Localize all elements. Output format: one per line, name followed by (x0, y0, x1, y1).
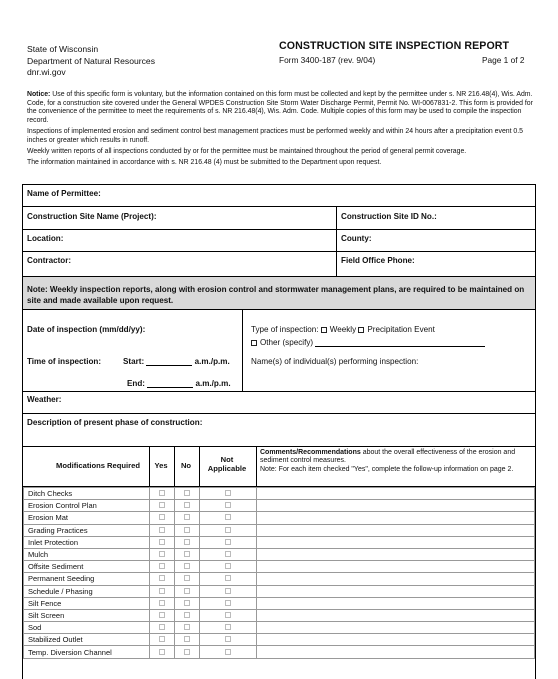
no-cell (175, 548, 200, 560)
na-checkbox[interactable] (225, 575, 231, 581)
modifications-table (23, 487, 535, 659)
no-cell (175, 585, 200, 597)
no-checkbox[interactable] (184, 612, 190, 618)
yes-cell (150, 488, 175, 500)
notice-section (27, 91, 533, 170)
comment-cell[interactable] (257, 512, 535, 524)
no-checkbox[interactable] (184, 514, 190, 520)
no-checkbox[interactable] (184, 624, 190, 630)
yes-checkbox[interactable] (159, 624, 165, 630)
no-cell (175, 500, 200, 512)
comment-cell[interactable] (257, 585, 535, 597)
yes-cell (150, 512, 175, 524)
weather-row[interactable] (23, 392, 535, 414)
table-row (24, 524, 535, 536)
column-divider (336, 207, 337, 277)
na-cell (200, 585, 257, 597)
no-cell (175, 646, 200, 658)
agency-department: Department of Natural Resources (27, 55, 156, 66)
na-checkbox[interactable] (225, 539, 231, 545)
comments-header-text: about the overall effectiveness of the erosion and sediment control measures. (260, 449, 516, 465)
na-cell (200, 524, 257, 536)
end-label: End: (127, 379, 145, 388)
comment-cell[interactable] (257, 609, 535, 621)
agency-block (27, 44, 155, 79)
table-row (24, 646, 535, 658)
no-checkbox[interactable] (184, 502, 190, 508)
inspection-requirement-text: Inspections of implemented erosion and sediment control best management practices must be performed weekly and within 24 hours after a precipitation event 0.5 inches or greater which results in runoff. (27, 127, 524, 144)
comment-cell[interactable] (257, 646, 535, 658)
na-checkbox[interactable] (225, 612, 231, 618)
yes-cell (150, 597, 175, 609)
submission-text: The information maintained in accordance with s. NR 216.48 (4) must be submitted to the Department upon request. (27, 158, 382, 166)
modification-item: Silt Fence (24, 597, 150, 609)
na-cell (200, 646, 257, 658)
na-checkbox[interactable] (225, 600, 231, 606)
site-name-row[interactable] (23, 207, 535, 230)
col-yes: Yes (154, 461, 168, 470)
modification-item: Silt Screen (24, 609, 150, 621)
notice-label: Notice: (27, 91, 51, 98)
yes-checkbox[interactable] (159, 612, 165, 618)
na-checkbox[interactable] (225, 551, 231, 557)
yes-checkbox[interactable] (159, 527, 165, 533)
phase-row[interactable] (23, 414, 535, 447)
comment-cell[interactable] (257, 500, 535, 512)
no-checkbox[interactable] (184, 551, 190, 557)
weekly-label: Weekly (329, 325, 357, 334)
modification-item: Permanent Seeding (24, 573, 150, 585)
modification-item: Mulch (24, 548, 150, 560)
time-label: Time of inspection: (27, 357, 102, 366)
location-row[interactable] (23, 230, 535, 252)
inspector-names-label: Name(s) of individual(s) performing inspection: (251, 357, 419, 366)
modification-item: Erosion Mat (24, 512, 150, 524)
yes-checkbox[interactable] (159, 551, 165, 557)
na-checkbox[interactable] (225, 624, 231, 630)
modification-item: Stabilized Outlet (24, 634, 150, 646)
modification-item: Erosion Control Plan (24, 500, 150, 512)
yes-checkbox[interactable] (159, 539, 165, 545)
no-checkbox[interactable] (184, 563, 190, 569)
na-checkbox[interactable] (225, 649, 231, 655)
end-blank[interactable] (147, 380, 193, 388)
yes-cell (150, 561, 175, 573)
no-cell (175, 609, 200, 621)
start-ampm: a.m./p.m. (194, 357, 230, 366)
contractor-label: Contractor: (27, 256, 72, 265)
na-checkbox[interactable] (225, 490, 231, 496)
yes-checkbox[interactable] (159, 563, 165, 569)
modification-item: Offsite Sediment (24, 561, 150, 573)
site-name-label: Construction Site Name (Project): (27, 212, 157, 221)
comment-cell[interactable] (257, 536, 535, 548)
start-label: Start: (123, 357, 145, 366)
na-cell (200, 488, 257, 500)
inspection-form (22, 184, 536, 679)
comment-cell[interactable] (257, 622, 535, 634)
header-divider (174, 447, 175, 487)
county-label: County: (341, 234, 372, 243)
page-title: CONSTRUCTION SITE INSPECTION REPORT (279, 40, 510, 52)
comment-cell[interactable] (257, 573, 535, 585)
no-cell (175, 536, 200, 548)
modification-item: Sod (24, 622, 150, 634)
phase-label: Description of present phase of construction: (27, 418, 203, 427)
na-cell (200, 609, 257, 621)
other-type-group (251, 338, 485, 347)
comment-cell[interactable] (257, 597, 535, 609)
yes-cell (150, 585, 175, 597)
field-phone-label: Field Office Phone: (341, 256, 415, 265)
modification-item: Inlet Protection (24, 536, 150, 548)
yes-checkbox[interactable] (159, 575, 165, 581)
table-row (24, 561, 535, 573)
note-banner (23, 277, 535, 310)
end-ampm: a.m./p.m. (195, 379, 231, 388)
na-cell (200, 561, 257, 573)
no-cell (175, 488, 200, 500)
notice-text: Use of this specific form is voluntary, but the information contained on this form must be collected and kept by the permittee under s. NR 216.48(4), Wis. Adm. Code, for a construction site covered under the General WPDES Construction Site Storm Water Discharge Permit, Permit No. WI-0067831-2. This form is provided for the convenience of the permittee to meet the requirements of s. NR 216.48(4), Wis. Adm. Code. Multiple copies of this form may be used to compile the inspection record. (27, 91, 533, 124)
no-cell (175, 622, 200, 634)
modifications-table-header (23, 447, 535, 487)
location-label: Location: (27, 234, 64, 243)
yes-cell (150, 609, 175, 621)
comments-note: Note: For each item checked "Yes", complete the follow-up information on page 2. (260, 465, 514, 473)
start-blank[interactable] (146, 358, 192, 366)
yes-checkbox[interactable] (159, 514, 165, 520)
yes-cell (150, 634, 175, 646)
yes-checkbox[interactable] (159, 588, 165, 594)
col-not-applicable: Not Applicable (207, 455, 247, 473)
no-cell (175, 597, 200, 609)
yes-cell (150, 646, 175, 658)
na-cell (200, 622, 257, 634)
yes-cell (150, 622, 175, 634)
na-cell (200, 573, 257, 585)
details-divider (242, 310, 243, 392)
na-cell (200, 548, 257, 560)
precip-checkbox[interactable] (358, 327, 364, 333)
yes-checkbox[interactable] (159, 649, 165, 655)
na-checkbox[interactable] (225, 502, 231, 508)
na-cell (200, 536, 257, 548)
table-row (24, 500, 535, 512)
col-modifications: Modifications Required (56, 461, 140, 470)
modification-item: Ditch Checks (24, 488, 150, 500)
other-label: Other (specify) (260, 338, 314, 347)
table-row (24, 488, 535, 500)
no-checkbox[interactable] (184, 588, 190, 594)
modification-item: Temp. Diversion Channel (24, 646, 150, 658)
comment-cell[interactable] (257, 488, 535, 500)
yes-checkbox[interactable] (159, 490, 165, 496)
page-number: Page 1 of 2 (482, 55, 525, 65)
table-row (24, 585, 535, 597)
no-checkbox[interactable] (184, 490, 190, 496)
modification-item: Schedule / Phasing (24, 585, 150, 597)
yes-cell (150, 500, 175, 512)
comments-header-bold: Comments/Recommendations (260, 449, 361, 456)
start-time-field[interactable] (123, 357, 230, 366)
yes-checkbox[interactable] (159, 502, 165, 508)
agency-website: dnr.wi.gov (27, 67, 66, 77)
table-row (24, 597, 535, 609)
yes-checkbox[interactable] (159, 636, 165, 642)
inspection-type-group (251, 325, 435, 334)
no-checkbox[interactable] (184, 600, 190, 606)
notice-paragraph (27, 91, 533, 125)
table-row (24, 609, 535, 621)
contractor-row[interactable] (23, 252, 535, 277)
no-cell (175, 561, 200, 573)
comments-header (260, 449, 532, 474)
na-checkbox[interactable] (225, 588, 231, 594)
na-cell (200, 500, 257, 512)
date-label: Date of inspection (mm/dd/yy): (27, 325, 146, 334)
comment-cell[interactable] (257, 561, 535, 573)
weekly-checkbox[interactable] (321, 327, 327, 333)
other-blank[interactable] (315, 339, 485, 347)
agency-state: State of Wisconsin (27, 44, 99, 54)
note-text: Note: Weekly inspection reports, along with erosion control and stormwater management plans, are required to be maintained on site and made available upon request. (27, 285, 525, 305)
no-checkbox[interactable] (184, 539, 190, 545)
table-row (24, 622, 535, 634)
yes-cell (150, 524, 175, 536)
na-checkbox[interactable] (225, 527, 231, 533)
yes-cell (150, 548, 175, 560)
comment-cell[interactable] (257, 634, 535, 646)
no-cell (175, 634, 200, 646)
inspection-details (23, 310, 535, 392)
yes-cell (150, 573, 175, 585)
table-row (24, 634, 535, 646)
na-cell (200, 597, 257, 609)
col-no: No (180, 461, 192, 470)
table-row (24, 548, 535, 560)
no-checkbox[interactable] (184, 527, 190, 533)
na-checkbox[interactable] (225, 514, 231, 520)
header-divider (149, 447, 150, 487)
no-cell (175, 524, 200, 536)
no-cell (175, 573, 200, 585)
weather-label: Weather: (27, 395, 62, 404)
end-time-field[interactable] (127, 379, 231, 388)
modification-item: Grading Practices (24, 524, 150, 536)
site-id-label: Construction Site ID No.: (341, 212, 437, 221)
header-divider (199, 447, 200, 487)
na-cell (200, 512, 257, 524)
na-checkbox[interactable] (225, 636, 231, 642)
no-checkbox[interactable] (184, 575, 190, 581)
header-divider (256, 447, 257, 487)
permittee-label: Name of Permittee: (27, 189, 101, 198)
other-checkbox[interactable] (251, 340, 257, 346)
precip-label: Precipitation Event (367, 325, 435, 334)
table-row (24, 536, 535, 548)
form-number: Form 3400-187 (rev. 9/04) (279, 55, 376, 65)
comment-cell[interactable] (257, 524, 535, 536)
no-checkbox[interactable] (184, 649, 190, 655)
table-row (24, 512, 535, 524)
type-label: Type of inspection: (251, 325, 319, 334)
no-checkbox[interactable] (184, 636, 190, 642)
table-row (24, 573, 535, 585)
no-cell (175, 512, 200, 524)
yes-cell (150, 536, 175, 548)
yes-checkbox[interactable] (159, 600, 165, 606)
na-checkbox[interactable] (225, 563, 231, 569)
na-cell (200, 634, 257, 646)
comment-cell[interactable] (257, 548, 535, 560)
weekly-report-text: Weekly written reports of all inspections conducted by or for the permittee must be maintained throughout the period of general permit coverage. (27, 147, 467, 155)
permittee-row[interactable] (23, 185, 535, 207)
